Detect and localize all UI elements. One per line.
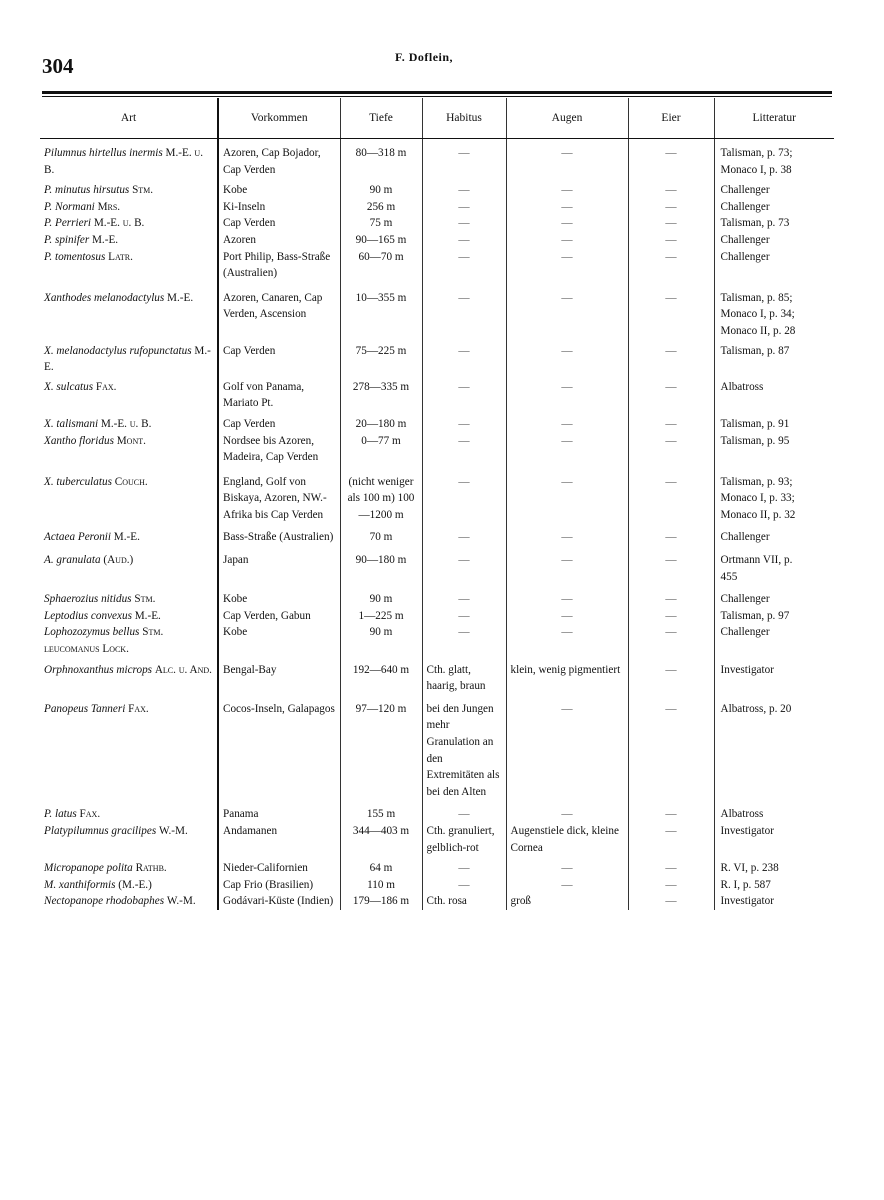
species-author: Fax. bbox=[79, 808, 101, 821]
cell-litteratur bbox=[714, 343, 834, 379]
header-rule-thick bbox=[42, 91, 832, 94]
lit-line: Albatross bbox=[720, 380, 764, 393]
cell-vorkommen: Bass-Straße (Australien) bbox=[218, 529, 340, 552]
species-name: P. Normani bbox=[44, 200, 95, 213]
cell-eier: — bbox=[628, 474, 714, 530]
table-row bbox=[40, 182, 834, 199]
cell-vorkommen: Nordsee bis Azoren, Madeira, Cap Verden bbox=[218, 433, 340, 474]
cell-augen: — bbox=[506, 877, 628, 894]
cell-tiefe: 75 m bbox=[340, 215, 422, 232]
cell-augen: — bbox=[506, 624, 628, 661]
cell-eier: — bbox=[628, 701, 714, 807]
lit-line: Monaco II, p. 28 bbox=[720, 324, 796, 337]
cell-augen: — bbox=[506, 343, 628, 379]
cell-habitus: Cth. rosa bbox=[422, 893, 506, 910]
cell-litteratur bbox=[714, 662, 834, 701]
species-name: Actaea Peronii bbox=[44, 531, 111, 544]
cell-habitus: — bbox=[422, 379, 506, 416]
lit-line: Talisman, p. 73; bbox=[720, 147, 793, 159]
species-author: Stm. leucomanus Lock. bbox=[44, 626, 164, 656]
cell-eier: — bbox=[628, 199, 714, 216]
cell-tiefe: 256 m bbox=[340, 199, 422, 216]
lit-line: Talisman, p. 73 bbox=[720, 217, 790, 230]
species-name: M. xanthiformis bbox=[44, 878, 116, 891]
cell-vorkommen: Cocos-Inseln, Galapagos bbox=[218, 701, 340, 807]
cell-habitus: — bbox=[422, 591, 506, 608]
cell-habitus: — bbox=[422, 199, 506, 216]
species-author: Fax. bbox=[95, 380, 117, 393]
cell-vorkommen: Nieder-Californien bbox=[218, 860, 340, 877]
cell-habitus: — bbox=[422, 215, 506, 232]
table-row bbox=[40, 860, 834, 877]
cell-litteratur bbox=[714, 608, 834, 625]
cell-art bbox=[40, 145, 218, 182]
species-author: Fax. bbox=[128, 702, 149, 715]
cell-art bbox=[40, 608, 218, 625]
cell-art bbox=[40, 552, 218, 591]
cell-habitus: — bbox=[422, 806, 506, 823]
cell-tiefe: 20—180 m bbox=[340, 416, 422, 433]
species-name: X. sulcatus bbox=[44, 380, 94, 393]
cell-art bbox=[40, 624, 218, 661]
cell-art bbox=[40, 662, 218, 701]
cell-tiefe: 179—186 m bbox=[340, 893, 422, 910]
cell-tiefe: 90—180 m bbox=[340, 552, 422, 591]
cell-litteratur bbox=[714, 529, 834, 552]
cell-tiefe: 90—165 m bbox=[340, 232, 422, 249]
cell-augen: — bbox=[506, 379, 628, 416]
cell-vorkommen: Cap Frio (Brasilien) bbox=[218, 877, 340, 894]
cell-eier: — bbox=[628, 416, 714, 433]
table-row bbox=[40, 416, 834, 433]
species-author: M.-E. bbox=[44, 344, 211, 374]
table-row bbox=[40, 433, 834, 474]
cell-vorkommen: Cap Verden bbox=[218, 416, 340, 433]
lit-line: Challenger bbox=[720, 593, 770, 606]
cell-tiefe: 278—335 m bbox=[340, 379, 422, 416]
cell-litteratur bbox=[714, 591, 834, 608]
cell-litteratur bbox=[714, 624, 834, 661]
cell-augen: — bbox=[506, 215, 628, 232]
table-row bbox=[40, 232, 834, 249]
lit-line: Ortmann VII, p. bbox=[720, 554, 793, 567]
cell-litteratur bbox=[714, 893, 834, 910]
cell-vorkommen: Port Philip, Bass-Straße (Australien) bbox=[218, 249, 340, 290]
lit-line: Albatross bbox=[720, 808, 764, 821]
cell-art bbox=[40, 860, 218, 877]
running-head: F. Doflein, bbox=[395, 50, 454, 64]
cell-augen: — bbox=[506, 552, 628, 591]
cell-habitus: — bbox=[422, 249, 506, 290]
cell-litteratur bbox=[714, 145, 834, 182]
cell-vorkommen: Panama bbox=[218, 806, 340, 823]
cell-augen: — bbox=[506, 199, 628, 216]
cell-habitus: — bbox=[422, 877, 506, 894]
header-eier: Eier bbox=[628, 98, 714, 139]
cell-vorkommen: Kobe bbox=[218, 624, 340, 661]
lit-line: Investigator bbox=[720, 895, 774, 908]
cell-vorkommen: Godávari-Küste (Indien) bbox=[218, 893, 340, 910]
cell-vorkommen: Golf von Panama, Mariato Pt. bbox=[218, 379, 340, 416]
cell-habitus: — bbox=[422, 433, 506, 474]
cell-eier: — bbox=[628, 662, 714, 701]
cell-litteratur bbox=[714, 249, 834, 290]
lit-line: Talisman, p. 95 bbox=[720, 434, 790, 447]
lit-line: Monaco II, p. 32 bbox=[720, 508, 796, 521]
cell-eier: — bbox=[628, 529, 714, 552]
cell-habitus: Cth. granuliert, gelblich-rot bbox=[422, 823, 506, 860]
cell-augen: — bbox=[506, 416, 628, 433]
cell-eier: — bbox=[628, 379, 714, 416]
cell-eier: — bbox=[628, 860, 714, 877]
species-name: Nectopanope rhodobaphes bbox=[44, 895, 165, 908]
cell-art bbox=[40, 182, 218, 199]
cell-tiefe: 1—225 m bbox=[340, 608, 422, 625]
cell-augen: klein, wenig pigmentiert bbox=[506, 662, 628, 701]
cell-art bbox=[40, 591, 218, 608]
cell-augen: — bbox=[506, 249, 628, 290]
lit-line: 455 bbox=[720, 570, 738, 583]
species-name: P. minutus hirsutus bbox=[44, 184, 130, 197]
cell-art bbox=[40, 290, 218, 343]
species-name: P. Perrieri bbox=[44, 217, 92, 230]
lit-line: Monaco I, p. 33; bbox=[720, 492, 795, 505]
cell-habitus: — bbox=[422, 343, 506, 379]
cell-eier: — bbox=[628, 823, 714, 860]
cell-litteratur bbox=[714, 474, 834, 530]
cell-art bbox=[40, 379, 218, 416]
cell-tiefe: 80—318 m bbox=[340, 145, 422, 182]
cell-eier: — bbox=[628, 145, 714, 182]
table-row bbox=[40, 608, 834, 625]
cell-augen: — bbox=[506, 145, 628, 182]
lit-line: Challenger bbox=[720, 200, 770, 213]
table-row bbox=[40, 823, 834, 860]
species-author: (Aud.) bbox=[103, 554, 134, 567]
cell-litteratur bbox=[714, 806, 834, 823]
cell-tiefe: 90 m bbox=[340, 624, 422, 661]
lit-line: Challenger bbox=[720, 184, 770, 197]
cell-augen: — bbox=[506, 591, 628, 608]
cell-vorkommen: Kobe bbox=[218, 182, 340, 199]
cell-eier: — bbox=[628, 290, 714, 343]
cell-eier: — bbox=[628, 591, 714, 608]
table-row bbox=[40, 215, 834, 232]
species-name: Sphaerozius nitidus bbox=[44, 593, 132, 606]
header-vorkommen: Vorkommen bbox=[218, 98, 340, 139]
cell-art bbox=[40, 701, 218, 807]
cell-vorkommen: Kobe bbox=[218, 591, 340, 608]
species-name: X. tuberculatus bbox=[44, 475, 112, 488]
species-author: Mrs. bbox=[97, 200, 121, 213]
table-row bbox=[40, 379, 834, 416]
cell-augen: — bbox=[506, 608, 628, 625]
cell-litteratur bbox=[714, 877, 834, 894]
cell-tiefe: 60—70 m bbox=[340, 249, 422, 290]
cell-eier: — bbox=[628, 877, 714, 894]
cell-augen: — bbox=[506, 701, 628, 807]
species-name: Panopeus Tanneri bbox=[44, 702, 126, 715]
header-rule-thin bbox=[42, 96, 832, 97]
species-name: Micropanope polita bbox=[44, 862, 133, 875]
table-row bbox=[40, 249, 834, 290]
cell-litteratur bbox=[714, 199, 834, 216]
species-name: Xanthodes melanodactylus bbox=[44, 291, 165, 304]
cell-augen: — bbox=[506, 806, 628, 823]
cell-art bbox=[40, 232, 218, 249]
cell-augen: — bbox=[506, 290, 628, 343]
cell-art bbox=[40, 199, 218, 216]
header-litteratur: Litteratur bbox=[714, 98, 834, 139]
lit-line: R. I, p. 587 bbox=[720, 878, 771, 891]
lit-line: Albatross, p. 20 bbox=[720, 702, 792, 715]
table-row bbox=[40, 474, 834, 530]
cell-tiefe: 75—225 m bbox=[340, 343, 422, 379]
lit-line: Challenger bbox=[720, 531, 770, 544]
cell-eier: — bbox=[628, 215, 714, 232]
cell-tiefe: 0—77 m bbox=[340, 433, 422, 474]
species-author: W.-M. bbox=[166, 895, 196, 908]
cell-art bbox=[40, 433, 218, 474]
table-row bbox=[40, 893, 834, 910]
cell-litteratur bbox=[714, 182, 834, 199]
cell-art bbox=[40, 416, 218, 433]
cell-habitus: — bbox=[422, 232, 506, 249]
species-name: Xantho floridus bbox=[44, 434, 114, 447]
cell-habitus: — bbox=[422, 608, 506, 625]
species-author: Rathb. bbox=[135, 862, 167, 875]
cell-tiefe: 192—640 m bbox=[340, 662, 422, 701]
species-author: Stm. bbox=[132, 184, 154, 197]
cell-art bbox=[40, 215, 218, 232]
cell-habitus: — bbox=[422, 552, 506, 591]
cell-augen: groß bbox=[506, 893, 628, 910]
species-name: Orphnoxanthus microps bbox=[44, 663, 153, 676]
cell-litteratur bbox=[714, 823, 834, 860]
cell-tiefe: 10—355 m bbox=[340, 290, 422, 343]
cell-tiefe: (nicht weniger als 100 m) 100—1200 m bbox=[340, 474, 422, 530]
cell-augen: — bbox=[506, 474, 628, 530]
cell-litteratur bbox=[714, 416, 834, 433]
cell-litteratur bbox=[714, 433, 834, 474]
lit-line: Challenger bbox=[720, 626, 770, 639]
lit-line: Monaco I, p. 34; bbox=[720, 308, 795, 321]
header-habitus: Habitus bbox=[422, 98, 506, 139]
species-author: Stm. bbox=[134, 593, 156, 606]
cell-eier: — bbox=[628, 552, 714, 591]
cell-habitus: — bbox=[422, 474, 506, 530]
cell-habitus: — bbox=[422, 416, 506, 433]
lit-line: Talisman, p. 87 bbox=[720, 344, 790, 357]
lit-line: Talisman, p. 97 bbox=[720, 609, 790, 622]
cell-eier: — bbox=[628, 433, 714, 474]
cell-art bbox=[40, 806, 218, 823]
cell-augen: — bbox=[506, 529, 628, 552]
table-row bbox=[40, 552, 834, 591]
cell-tiefe: 155 m bbox=[340, 806, 422, 823]
table-row bbox=[40, 624, 834, 661]
table-row bbox=[40, 591, 834, 608]
species-author: W.-M. bbox=[158, 824, 188, 837]
species-name: P. tomentosus bbox=[44, 250, 106, 263]
cell-habitus: — bbox=[422, 145, 506, 182]
cell-eier: — bbox=[628, 608, 714, 625]
cell-habitus: Cth. glatt, haarig, braun bbox=[422, 662, 506, 701]
cell-habitus: — bbox=[422, 182, 506, 199]
table-row bbox=[40, 290, 834, 343]
species-author: Latr. bbox=[108, 250, 133, 263]
cell-litteratur bbox=[714, 552, 834, 591]
lit-line: Talisman, p. 85; bbox=[720, 291, 793, 304]
species-author: M.-E. bbox=[113, 531, 140, 544]
cell-tiefe: 90 m bbox=[340, 182, 422, 199]
table-header-row bbox=[40, 98, 834, 139]
species-author: Couch. bbox=[114, 475, 148, 488]
cell-eier: — bbox=[628, 806, 714, 823]
cell-vorkommen: Bengal-Bay bbox=[218, 662, 340, 701]
cell-art bbox=[40, 893, 218, 910]
cell-vorkommen: Azoren, Cap Bojador, Cap Verden bbox=[218, 145, 340, 182]
species-author: Mont. bbox=[116, 434, 146, 447]
lit-line: Challenger bbox=[720, 233, 770, 246]
species-author: M.-E. u. B. bbox=[93, 217, 145, 230]
species-author: M.-E. bbox=[91, 233, 119, 246]
cell-tiefe: 90 m bbox=[340, 591, 422, 608]
lit-line: Monaco I, p. 38 bbox=[720, 163, 792, 176]
cell-eier: — bbox=[628, 232, 714, 249]
cell-litteratur bbox=[714, 290, 834, 343]
cell-art bbox=[40, 823, 218, 860]
cell-eier: — bbox=[628, 624, 714, 661]
cell-litteratur bbox=[714, 860, 834, 877]
cell-habitus: bei den Jungen mehr Granulation an den Extremitäten als bei den Alten bbox=[422, 701, 506, 807]
cell-tiefe: 64 m bbox=[340, 860, 422, 877]
cell-vorkommen: Cap Verden, Gabun bbox=[218, 608, 340, 625]
cell-tiefe: 97—120 m bbox=[340, 701, 422, 807]
cell-litteratur bbox=[714, 379, 834, 416]
species-author: Alc. u. And. bbox=[154, 663, 212, 676]
species-name: X. talismani bbox=[44, 417, 99, 430]
header-augen: Augen bbox=[506, 98, 628, 139]
cell-vorkommen: Azoren, Canaren, Cap Verden, Ascension bbox=[218, 290, 340, 343]
cell-litteratur bbox=[714, 215, 834, 232]
cell-vorkommen: England, Golf von Biskaya, Azoren, NW.-Afrika bis Cap Verden bbox=[218, 474, 340, 530]
species-author: (M.-E.) bbox=[118, 878, 152, 891]
cell-tiefe: 70 m bbox=[340, 529, 422, 552]
cell-litteratur bbox=[714, 232, 834, 249]
cell-vorkommen: Andamanen bbox=[218, 823, 340, 860]
species-name: X. melanodactylus rufopunctatus bbox=[44, 344, 192, 357]
cell-art bbox=[40, 474, 218, 530]
cell-vorkommen: Japan bbox=[218, 552, 340, 591]
species-name: Lophozozymus bellus bbox=[44, 626, 140, 639]
species-author: M.-E. bbox=[134, 609, 161, 622]
cell-habitus: — bbox=[422, 529, 506, 552]
species-name: Leptodius convexus bbox=[44, 609, 132, 622]
page-number: 304 bbox=[42, 54, 74, 78]
species-name: P. latus bbox=[44, 808, 77, 821]
species-name: Platypilumnus gracilipes bbox=[44, 824, 157, 837]
table-row bbox=[40, 199, 834, 216]
table-row bbox=[40, 662, 834, 701]
species-name: Pilumnus hirtellus inermis bbox=[44, 147, 163, 159]
cell-art bbox=[40, 877, 218, 894]
cell-eier: — bbox=[628, 343, 714, 379]
species-author: M.-E. u. B. bbox=[44, 147, 203, 176]
species-table bbox=[40, 98, 834, 910]
cell-eier: — bbox=[628, 893, 714, 910]
cell-vorkommen: Cap Verden bbox=[218, 215, 340, 232]
species-author: M.-E. u. B. bbox=[100, 417, 152, 430]
cell-augen: — bbox=[506, 232, 628, 249]
cell-eier: — bbox=[628, 182, 714, 199]
lit-line: Talisman, p. 93; bbox=[720, 475, 793, 488]
cell-art bbox=[40, 343, 218, 379]
cell-tiefe: 110 m bbox=[340, 877, 422, 894]
cell-augen: — bbox=[506, 860, 628, 877]
species-name: A. granulata bbox=[44, 554, 101, 567]
cell-eier: — bbox=[628, 249, 714, 290]
cell-art bbox=[40, 249, 218, 290]
cell-vorkommen: Azoren bbox=[218, 232, 340, 249]
cell-habitus: — bbox=[422, 860, 506, 877]
cell-art bbox=[40, 529, 218, 552]
cell-habitus: — bbox=[422, 290, 506, 343]
header-tiefe: Tiefe bbox=[340, 98, 422, 139]
species-author: M.-E. bbox=[167, 291, 194, 304]
cell-tiefe: 344—403 m bbox=[340, 823, 422, 860]
table-row bbox=[40, 806, 834, 823]
cell-augen: Augenstiele dick, kleine Cornea bbox=[506, 823, 628, 860]
header-art: Art bbox=[40, 98, 218, 139]
table-row bbox=[40, 145, 834, 182]
cell-habitus: — bbox=[422, 624, 506, 661]
table-row bbox=[40, 343, 834, 379]
cell-vorkommen: Cap Verden bbox=[218, 343, 340, 379]
lit-line: Investigator bbox=[720, 824, 774, 837]
table-row bbox=[40, 701, 834, 807]
cell-augen: — bbox=[506, 182, 628, 199]
cell-litteratur bbox=[714, 701, 834, 807]
lit-line: Challenger bbox=[720, 250, 770, 263]
table-row bbox=[40, 529, 834, 552]
cell-augen: — bbox=[506, 433, 628, 474]
species-name: P. spinifer bbox=[44, 233, 90, 246]
cell-vorkommen: Ki-Inseln bbox=[218, 199, 340, 216]
lit-line: R. VI, p. 238 bbox=[720, 862, 779, 875]
lit-line: Investigator bbox=[720, 663, 774, 676]
lit-line: Talisman, p. 91 bbox=[720, 417, 790, 430]
table-row bbox=[40, 877, 834, 894]
